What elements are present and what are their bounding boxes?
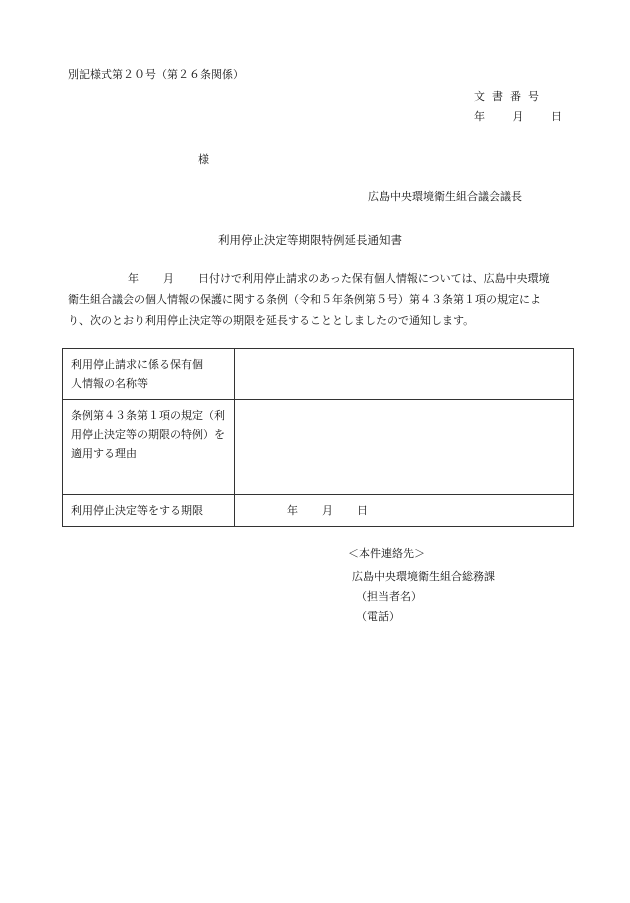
contact-person: （担当者名） [356,590,422,603]
recipient-suffix: 様 [198,153,209,166]
body-paragraph [68,268,578,331]
document-date [474,108,562,124]
deadline-date [243,504,368,517]
row-value-reason[interactable] [235,400,574,495]
body-line-3: り、次のとおり利用停止決定等の期限を延長することとしましたので通知します。 [68,314,475,327]
contact-heading: ＜本件連絡先＞ [348,547,425,560]
deadline-month: 月 [322,504,333,517]
contact-phone: （電話） [356,610,400,623]
deadline-year: 年 [287,504,298,517]
date-year: 年 [474,110,485,123]
form-number: 別記様式第２０号（第２６条関係） [68,68,244,81]
body-line-1-text: 日付けで利用停止請求のあった保有個人情報については、広島中央環境 [198,272,550,285]
row-label-reason [63,400,235,495]
body-year: 年 [128,272,139,285]
body-line-2: 衛生組合議会の個人情報の保護に関する条例（令和５年条例第５号）第４３条第１項の規定によ [68,293,541,306]
row-value-deadline[interactable] [235,495,574,527]
row-label-line: 適用する理由 [71,447,137,460]
contact-department: 広島中央環境衛生組合総務課 [352,570,495,583]
date-month: 月 [512,110,524,123]
row-label-info-name [63,349,235,400]
table-row [63,349,574,400]
info-table [62,348,574,527]
deadline-day: 日 [357,504,368,517]
table-row [63,495,574,527]
body-month: 月 [163,272,174,285]
date-day: 日 [551,110,562,123]
document-number-label: 文書番号 [474,90,546,103]
row-label-line: 用停止決定等の期限の特例）を [71,428,225,441]
row-label-line: 利用停止請求に係る保有個 [71,358,203,371]
row-value-info-name[interactable] [235,349,574,400]
document-title: 利用停止決定等期限特例延長通知書 [218,233,402,247]
row-label-line: 人情報の名称等 [71,377,148,390]
body-line-1 [68,268,578,289]
row-label-line: 条例第４３条第１項の規定（利 [71,409,225,422]
row-label-deadline: 利用停止決定等をする期限 [63,495,235,527]
table-row [63,400,574,495]
sender-name: 広島中央環境衛生組合議会議長 [368,190,522,203]
